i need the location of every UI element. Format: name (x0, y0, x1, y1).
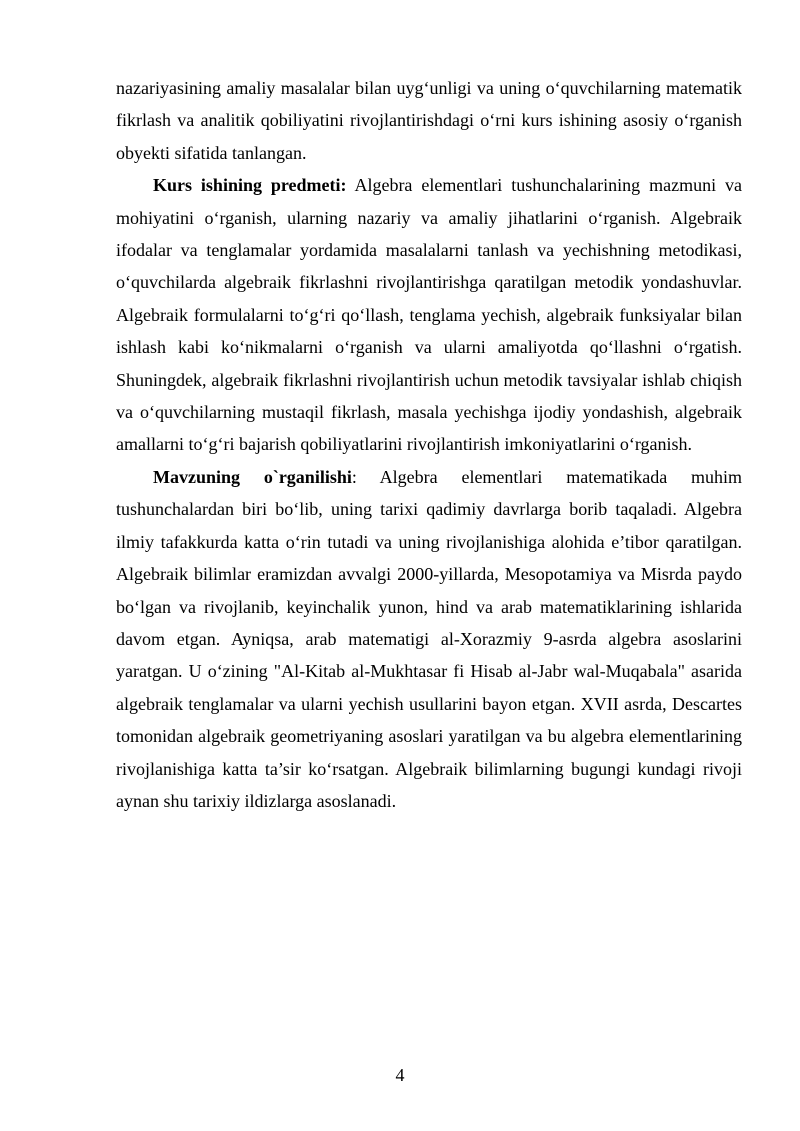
paragraph-study (116, 461, 742, 817)
paragraph-heading: Mavzuning o`rganilishi (153, 466, 352, 487)
page-number: 4 (395, 1065, 405, 1085)
paragraph-object-continuation (116, 72, 742, 169)
paragraph-heading: Kurs ishining predmeti: (153, 175, 347, 196)
paragraph-subject (116, 169, 742, 461)
paragraph-text: : Algebra elementlari matematikada muhim tushunchalardan biri bo‘lib, uning tarixi qadimiy davrlarga borib taqaladi. Algebra ilmiy tafakkurda katta o‘rin tutadi va uning rivojlanishiga alohida e’tibor qaratilgan. Algebraik bilimlar eramizdan avvalgi 2000-yillarda, Mesopotamiya va Misrda paydo bo‘lgan va rivojlanib, keyinchalik yunon, hind va arab matematiklarining ishlarida davom etgan. Ayniqsa, arab matematigi al-Xorazmiy 9-asrda algebra asoslarini yaratgan. U o‘zining "Al-Kitab al-Mukhtasar fi Hisab al-Jabr wal-Muqabala" asarida algebraik tenglamalar va ularni yechish usullarini bayon etgan. XVII asrda, Descartes tomonidan algebraik geometriyaning asoslari yaratilgan va bu algebra elementlarining rivojlanishiga katta ta’sir ko‘rsatgan. Algebraik bilimlarning bugungi kundagi rivoji aynan shu tarixiy ildizlarga asoslanadi. (116, 466, 742, 811)
paragraph-text: nazariyasining amaliy masalalar bilan uyg‘unligi va uning o‘quvchilarning matematik fikrlash va analitik qobiliyatini rivojlantirishdagi o‘rni kurs ishining asosiy o‘rganish obyekti sifatida tanlangan. (116, 78, 742, 163)
paragraph-text: Algebra elementlari tushunchalarining mazmuni va mohiyatini o‘rganish, ularning nazariy va amaliy jihatlarini o‘rganish. Algebraik ifodalar va tenglamalar yordamida masalalarni tanlash va yechishning metodikasi, o‘quvchilarda algebraik fikrlashni rivojlantirishga qaratilgan metodik yondashuvlar. Algebraik formulalarni to‘g‘ri qo‘llash, tenglama yechish, algebraik funksiyalar bilan ishlash kabi ko‘nikmalarni o‘rganish va ularni amaliyotda qo‘llashni o‘rgatish. Shuningdek, algebraik fikrlashni rivojlantirish uchun metodik tavsiyalar ishlab chiqish va o‘quvchilarning mustaqil fikrlash, masala yechishga ijodiy yondashish, algebraik amallarni to‘g‘ri bajarish qobiliyatlarini rivojlantirish imkoniyatlarini o‘rganish. (116, 175, 742, 455)
document-page (116, 72, 742, 817)
